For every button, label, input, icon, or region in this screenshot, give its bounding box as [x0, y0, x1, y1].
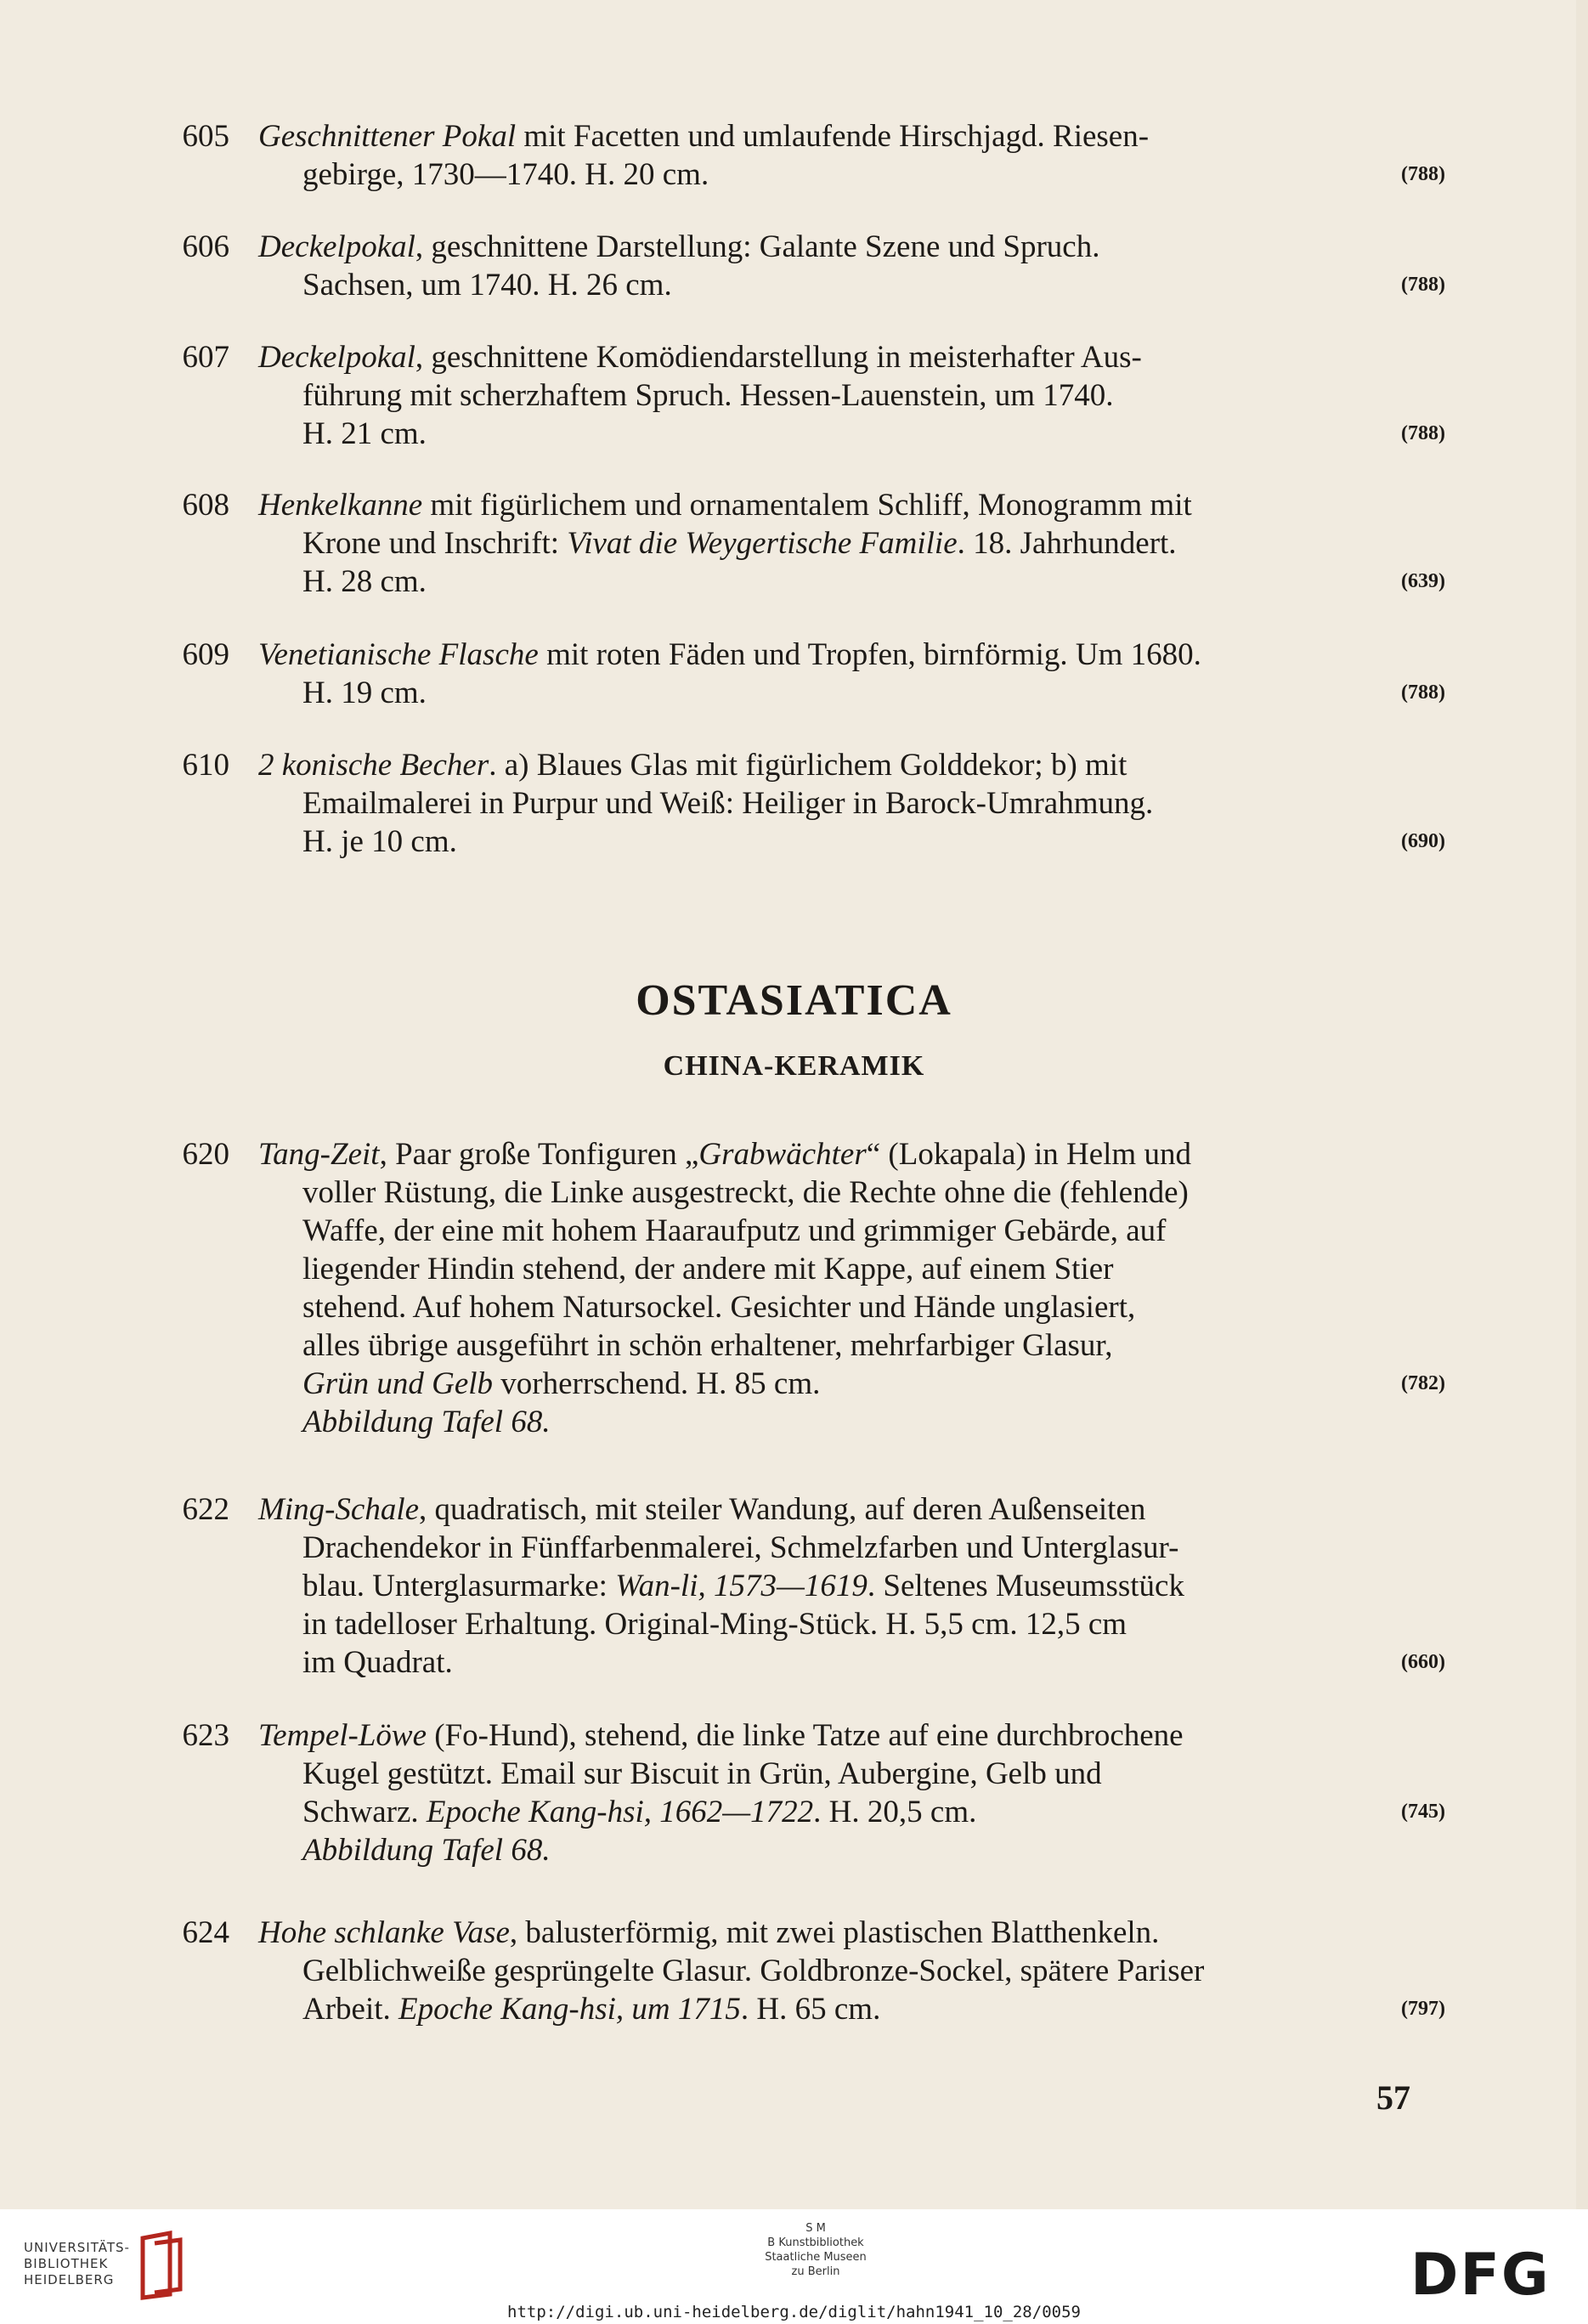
entry-line: [258, 1135, 1448, 1173]
entry-line: [258, 1643, 1448, 1682]
italic-text: Epoche Kang-hsi, 1662—1722: [426, 1795, 814, 1829]
text-run: Krone und Inschrift:: [302, 526, 568, 561]
text-run: . 18. Jahrhundert.: [957, 526, 1177, 561]
entry-text: [258, 1135, 1448, 1441]
italic-text: Hohe schlanke Vase: [258, 1915, 510, 1950]
entry-line: [258, 1365, 1448, 1403]
text-run: Kugel gestützt. Email sur Biscuit in Grün, Aubergine, Gelb und: [302, 1756, 1102, 1791]
italic-text: Deckelpokal: [258, 229, 415, 264]
text-run: (Fo-Hund), stehend, die linke Tatze auf eine durchbrochene: [427, 1718, 1184, 1753]
entry-line: [258, 1212, 1448, 1250]
entry-line: [258, 1529, 1448, 1567]
entry-line: [258, 674, 1448, 712]
provenance-ref: (660): [1401, 1651, 1445, 1673]
entry-line: [258, 1831, 1448, 1869]
entry-line: [258, 1716, 1448, 1755]
entry-text: [258, 1716, 1448, 1869]
entry-line: [258, 228, 1448, 266]
provenance-ref: (788): [1401, 681, 1445, 704]
entry-line: [258, 1755, 1448, 1793]
italic-text: Abbildung Tafel 68.: [302, 1833, 551, 1868]
entry-line: [258, 563, 1448, 601]
entry-line: [258, 415, 1448, 453]
text-run: Sachsen, um 1740. H. 26 cm.: [302, 268, 672, 303]
text-run: gebirge, 1730—1740. H. 20 cm.: [302, 157, 709, 192]
text-run: H. je 10 cm.: [302, 824, 457, 859]
provenance-ref: (788): [1401, 274, 1445, 296]
page-number: 57: [1376, 2078, 1410, 2117]
entry-number: 622: [182, 1492, 229, 1527]
entry-line: [258, 376, 1448, 415]
entry-text: [258, 338, 1448, 453]
entry-line: [258, 1914, 1448, 1952]
italic-text: Geschnittener Pokal: [258, 119, 517, 154]
text-run: Gelblichweiße gesprüngelte Glasur. Goldbronze-Sockel, spätere Pariser: [302, 1954, 1205, 1988]
university-name: UNIVERSITÄTS- BIBLIOTHEK HEIDELBERG: [24, 2240, 130, 2287]
entry-text: [258, 486, 1448, 601]
italic-text: Epoche Kang-hsi, um 1715: [398, 1992, 741, 2027]
entry-line: [258, 1326, 1448, 1365]
italic-text: Vivat die Weygertische Familie: [567, 526, 958, 561]
text-run: . H. 65 cm.: [740, 1992, 881, 2027]
entry-number: 609: [182, 637, 229, 672]
entry-text: [258, 1914, 1448, 2028]
entry-line: [258, 1605, 1448, 1643]
provenance-ref: (797): [1401, 1998, 1445, 2020]
entry-number: 607: [182, 340, 229, 375]
text-run: in tadelloser Erhaltung. Original-Ming-Stück. H. 5,5 cm. 12,5 cm: [302, 1607, 1127, 1642]
entry-text: [258, 228, 1448, 304]
text-run: führung mit scherzhaftem Spruch. Hessen-Lauenstein, um 1740.: [302, 378, 1114, 413]
text-run: blau. Unterglasurmarke:: [302, 1569, 616, 1603]
entry-line: [258, 266, 1448, 304]
text-run: . H. 20,5 cm.: [813, 1795, 977, 1829]
entry-text: [258, 746, 1448, 861]
entry-number: 610: [182, 748, 229, 783]
text-run: , Paar große Tonfiguren „: [379, 1137, 699, 1172]
entry-line: [258, 1288, 1448, 1326]
italic-text: Tang-Zeit: [258, 1137, 380, 1172]
university-logo-icon: [136, 2230, 187, 2301]
entry-line: [258, 1990, 1448, 2028]
text-run: vorherrschend. H. 85 cm.: [493, 1366, 821, 1401]
text-run: voller Rüstung, die Linke ausgestreckt, die Rechte ohne die (fehlende): [302, 1175, 1189, 1210]
entry-line: [258, 1567, 1448, 1605]
entry-line: [258, 524, 1448, 563]
text-run: im Quadrat.: [302, 1645, 453, 1680]
italic-text: Deckelpokal: [258, 340, 415, 375]
entry-line: [258, 1403, 1448, 1441]
section-heading: OSTASIATICA: [636, 976, 952, 1025]
entry-line: [258, 1173, 1448, 1212]
entry-text: [258, 117, 1448, 194]
text-run: H. 28 cm.: [302, 564, 427, 599]
text-run: , balusterförmig, mit zwei plastischen Blatthenkeln.: [509, 1915, 1160, 1950]
provenance-ref: (745): [1401, 1801, 1445, 1823]
entry-line: [258, 636, 1448, 674]
text-run: Emailmalerei in Purpur und Weiß: Heiliger in Barock-Umrahmung.: [302, 786, 1154, 821]
italic-text: Venetianische Flasche: [258, 637, 539, 672]
entry-line: [258, 117, 1448, 155]
text-run: mit Facetten und umlaufende Hirschjagd. Riesen-: [516, 119, 1150, 154]
entry-line: [258, 1952, 1448, 1990]
text-run: . a) Blaues Glas mit figürlichem Golddekor; b) mit: [489, 748, 1127, 783]
entry-number: 608: [182, 488, 229, 523]
provenance-ref: (690): [1401, 830, 1445, 852]
entry-line: [258, 1793, 1448, 1831]
italic-text: Tempel-Löwe: [258, 1718, 427, 1753]
text-run: H. 21 cm.: [302, 416, 427, 451]
entry-line: [258, 1250, 1448, 1288]
text-run: Drachendekor in Fünffarbenmalerei, Schmelzfarben und Unterglasur-: [302, 1530, 1179, 1565]
provenance-ref: (782): [1401, 1372, 1445, 1394]
entry-number: 606: [182, 229, 229, 264]
text-run: stehend. Auf hohem Natursockel. Gesichter und Hände unglasiert,: [302, 1290, 1136, 1325]
entry-text: [258, 1490, 1448, 1682]
text-run: H. 19 cm.: [302, 676, 427, 710]
entry-number: 605: [182, 119, 229, 154]
text-run: “ (Lokapala) in Helm und: [866, 1137, 1191, 1172]
museum-credit: S M B Kunstbibliothek Staatliche Museen zu Berlin: [765, 2222, 867, 2278]
text-run: , quadratisch, mit steiler Wandung, auf deren Außenseiten: [419, 1492, 1146, 1527]
entry-line: [258, 1490, 1448, 1529]
italic-text: Wan-li, 1573—1619: [615, 1569, 867, 1603]
italic-text: Grabwächter: [698, 1137, 867, 1172]
text-run: . Seltenes Museumsstück: [867, 1569, 1184, 1603]
italic-text: 2 konische Becher: [258, 748, 489, 783]
text-run: , geschnittene Komödiendarstellung in meisterhafter Aus-: [415, 340, 1142, 375]
provenance-ref: (788): [1401, 163, 1445, 185]
dfg-logo: DFG: [1410, 2242, 1551, 2309]
italic-text: Grün und Gelb: [302, 1366, 494, 1401]
entry-line: [258, 746, 1448, 784]
italic-text: Ming-Schale: [258, 1492, 420, 1527]
entry-line: [258, 486, 1448, 524]
text-run: Arbeit.: [302, 1992, 399, 2027]
section-subheading: CHINA-KERAMIK: [663, 1050, 925, 1082]
entry-number: 623: [182, 1718, 229, 1753]
text-run: Schwarz.: [302, 1795, 427, 1829]
entry-number: 620: [182, 1137, 229, 1172]
entry-number: 624: [182, 1915, 229, 1950]
footer: [0, 2209, 1588, 2324]
italic-text: Abbildung Tafel 68.: [302, 1405, 551, 1439]
entry-line: [258, 155, 1448, 194]
text-run: mit roten Fäden und Tropfen, birnförmig. Um 1680.: [538, 637, 1201, 672]
text-run: Waffe, der eine mit hohem Haaraufputz und grimmiger Gebärde, auf: [302, 1213, 1167, 1248]
text-run: alles übrige ausgeführt in schön erhaltener, mehrfarbiger Glasur,: [302, 1328, 1113, 1363]
provenance-ref: (639): [1401, 570, 1445, 592]
entry-line: [258, 823, 1448, 861]
provenance-ref: (788): [1401, 422, 1445, 444]
entry-text: [258, 636, 1448, 712]
entry-line: [258, 338, 1448, 376]
permalink-url[interactable]: http://digi.ub.uni-heidelberg.de/diglit/hahn1941_10_28/0059: [507, 2303, 1081, 2321]
text-run: liegender Hindin stehend, der andere mit Kappe, auf einem Stier: [302, 1252, 1114, 1286]
text-run: mit figürlichem und ornamentalem Schliff, Monogramm mit: [422, 488, 1192, 523]
text-run: , geschnittene Darstellung: Galante Szene und Spruch.: [415, 229, 1100, 264]
entry-line: [258, 784, 1448, 823]
italic-text: Henkelkanne: [258, 488, 423, 523]
